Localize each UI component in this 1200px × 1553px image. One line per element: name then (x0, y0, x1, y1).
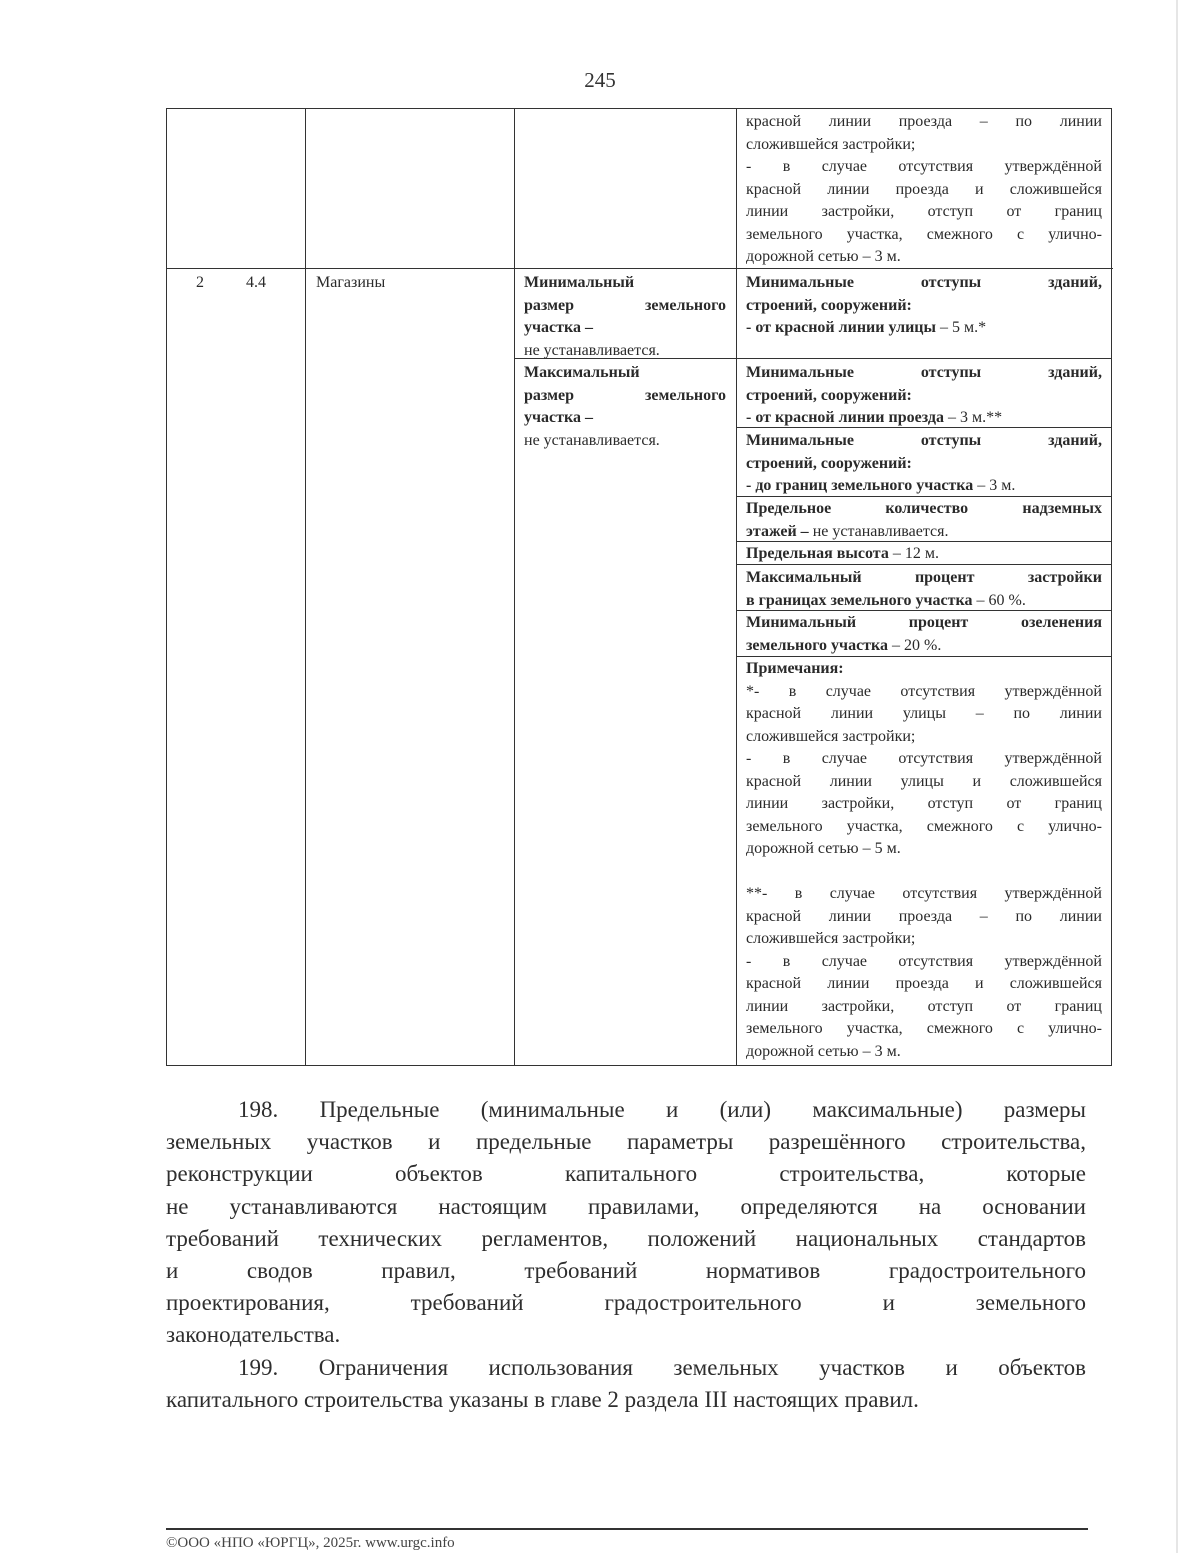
text-line: проектирования, требований градостроительного и земельного (166, 1290, 1086, 1316)
setback-plot-boundary-cell (746, 430, 1102, 498)
text-line: Предельное количество надземных (746, 500, 1102, 517)
max-plot-size-cell (524, 362, 726, 452)
text-value: – 20 %. (888, 636, 942, 654)
text-line: красной линии проезда – по линии (746, 113, 1102, 130)
min-greening-cell (746, 612, 1102, 657)
text-line: не устанавливается. (524, 341, 660, 359)
text-bold: земельного участка (746, 636, 889, 654)
text-line: дорожной сетью – 5 м. (746, 840, 901, 857)
text-line: Минимальные отступы зданий, (746, 364, 1102, 381)
text-line: участка – (524, 319, 593, 336)
text-line: - в случае отсутствия утверждённой (746, 952, 1102, 970)
notes-cell (746, 658, 1102, 1063)
footer-copyright: ©ООО «НПО «ЮРГЦ», 2025г. www.urgc.info (166, 1535, 455, 1551)
footer-rule (166, 1528, 1088, 1530)
text-line: Минимальный процент озеленения (746, 614, 1102, 631)
text-line: участка – (524, 409, 593, 426)
text-line: не устанавливаются настоящим правилами, определяются на основании (166, 1193, 1086, 1219)
text-line: строений, сооружений: (746, 296, 912, 314)
page-number: 245 (584, 68, 616, 92)
column-divider (736, 109, 737, 1065)
text-line: 198. Предельные (минимальные и (или) максимальные) размеры (238, 1097, 1086, 1122)
text-bold: - от красной линии проезда (746, 409, 944, 426)
setback-street-cell (746, 272, 1102, 340)
use-name: Магазины (316, 274, 386, 291)
text-line: земельных участков и предельные параметры разрешённого строительства, (166, 1129, 1086, 1155)
text-line: земельного участка, смежного с улично- (746, 817, 1102, 835)
text-bold: Предельная высота (746, 545, 889, 562)
text-line: строений, сооружений: (746, 386, 912, 404)
text-line: красной линии улицы – по линии (746, 705, 1102, 722)
column-divider (305, 109, 306, 1065)
text-bold: в границах земельного участка (746, 591, 973, 609)
text-line: *- в случае отсутствия утверждённой (746, 682, 1102, 700)
text-value: – 60 %. (972, 591, 1026, 609)
text-line: 199. Ограничения использования земельных участков и объектов (238, 1355, 1086, 1380)
text-line: линии застройки, отступ от границ (746, 203, 1102, 220)
text-line: линии застройки, отступ от границ (746, 997, 1102, 1015)
text-line: - в случае отсутствия утверждённой (746, 158, 1102, 175)
text-line: сложившейся застройки; (746, 930, 916, 947)
text-value: – 12 м. (888, 545, 939, 562)
text-value: не устанавливается. (808, 522, 949, 540)
text-line: Максимальный процент застройки (746, 569, 1102, 586)
text-line: Минимальные отступы зданий, (746, 274, 1102, 291)
text-line: **- в случае отсутствия утверждённой (746, 885, 1102, 902)
text-value: – 3 м. (973, 477, 1016, 494)
text-line: капитального строительства указаны в главе 2 раздела III настоящих правил. (166, 1387, 919, 1413)
min-plot-size-cell (524, 272, 726, 362)
text-line: линии застройки, отступ от границ (746, 795, 1102, 812)
text-line: законодательства. (166, 1322, 341, 1348)
text-line: требований технических регламентов, положений национальных стандартов (166, 1225, 1086, 1251)
text-line: строений, сооружений: (746, 454, 912, 472)
notes-title: Примечания: (746, 660, 844, 677)
text-value: – 3 м.** (943, 409, 1003, 426)
text-line: красной линии проезда и сложившейся (746, 975, 1102, 992)
text-line: размер земельного (524, 386, 726, 404)
row-number: 2 (196, 274, 204, 291)
text-line: красной линии проезда – по линии (746, 907, 1102, 925)
text-line: и сводов правил, требований нормативов градостроительного (166, 1258, 1086, 1284)
column-divider (514, 109, 515, 1065)
text-bold: - до границ земельного участка (746, 477, 974, 494)
paragraph-199 (166, 1352, 1086, 1416)
text-line: красной линии улицы и сложившейся (746, 772, 1102, 790)
text-line: - в случае отсутствия утверждённой (746, 750, 1102, 767)
setback-driveway-cell (746, 362, 1102, 430)
page-edge (1176, 0, 1178, 1553)
text-line: сложившейся застройки; (746, 727, 916, 745)
text-line: земельного участка, смежного с улично- (746, 225, 1102, 243)
height-limit-cell (746, 543, 1102, 566)
text-line: сложившейся застройки; (746, 135, 916, 153)
continuation-note-cell (746, 111, 1102, 269)
text-value: – 5 м.* (936, 319, 987, 336)
max-coverage-cell (746, 567, 1102, 612)
text-line: размер земельного (524, 296, 726, 314)
text-line: дорожной сетью – 3 м. (746, 248, 901, 265)
text-line: красной линии проезда и сложившейся (746, 180, 1102, 198)
text-line: Минимальный (524, 274, 635, 291)
use-code: 4.4 (246, 274, 266, 291)
text-bold: этажей – (746, 522, 809, 540)
floors-limit-cell (746, 498, 1102, 543)
text-line: Максимальный (524, 364, 640, 381)
text-line: Минимальные отступы зданий, (746, 432, 1102, 449)
text-line: не устанавливается. (524, 431, 660, 449)
text-line: дорожной сетью – 3 м. (746, 1042, 901, 1060)
text-bold: - от красной линии улицы (746, 319, 936, 336)
text-line: земельного участка, смежного с улично- (746, 1020, 1102, 1037)
text-line: реконструкции объектов капитального строительства, которые (166, 1161, 1086, 1187)
paragraph-198 (166, 1094, 1086, 1352)
